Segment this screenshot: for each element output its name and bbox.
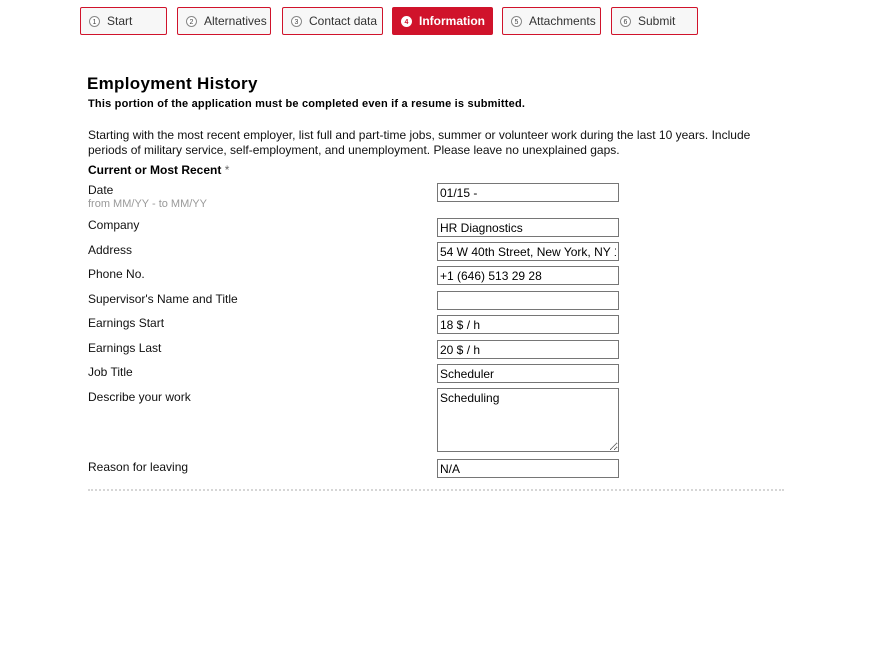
describe-work-textarea[interactable] <box>437 388 619 452</box>
describe-work-label: Describe your work <box>88 390 191 404</box>
step-label: Information <box>419 14 485 28</box>
step-number: 3 <box>291 16 302 27</box>
step-label: Attachments <box>529 14 596 28</box>
date-label: Date <box>88 183 114 197</box>
job-title-input[interactable] <box>437 364 619 383</box>
phone-input[interactable] <box>437 266 619 285</box>
step-label: Submit <box>638 14 676 28</box>
step-attachments[interactable] <box>502 7 601 35</box>
supervisor-label: Supervisor's Name and Title <box>88 292 238 306</box>
step-number: 2 <box>186 16 197 27</box>
address-label: Address <box>88 243 133 257</box>
step-number: 5 <box>511 16 522 27</box>
job-title-label: Job Title <box>88 365 133 379</box>
step-label: Alternatives <box>204 14 267 28</box>
step-submit[interactable] <box>611 7 698 35</box>
phone-label: Phone No. <box>88 267 145 281</box>
date-input[interactable] <box>437 183 619 202</box>
earnings-start-label: Earnings Start <box>88 316 165 330</box>
address-input[interactable] <box>437 242 619 261</box>
company-label: Company <box>88 218 140 232</box>
sub-heading-text: Current or Most Recent <box>88 163 222 177</box>
section-intro: Starting with the most recent employer, list full and part-time jobs, summer or volunteer work during the last 10 years. Include periods of military service, self-employment, and unemployment. Please leave no unexplained gaps. <box>88 128 751 157</box>
supervisor-input[interactable] <box>437 291 619 310</box>
section-subtitle: This portion of the application must be completed even if a resume is submitted. <box>88 98 526 110</box>
step-number: 6 <box>620 16 631 27</box>
step-label: Contact data <box>309 14 378 28</box>
step-information[interactable] <box>392 7 493 35</box>
step-alternatives[interactable] <box>177 7 271 35</box>
reason-leaving-input[interactable] <box>437 459 619 478</box>
step-label: Start <box>107 14 133 28</box>
step-number: 4 <box>401 16 412 27</box>
reason-leaving-label: Reason for leaving <box>88 460 189 474</box>
sub-heading <box>88 163 229 177</box>
step-start[interactable] <box>80 7 167 35</box>
page-title: Employment History <box>87 74 258 93</box>
step-number: 1 <box>89 16 100 27</box>
company-input[interactable] <box>437 218 619 237</box>
required-marker: * <box>224 163 230 177</box>
earnings-start-input[interactable] <box>437 315 619 334</box>
earnings-last-input[interactable] <box>437 340 619 359</box>
section-divider <box>88 489 784 491</box>
step-contact-data[interactable] <box>282 7 383 35</box>
earnings-last-label: Earnings Last <box>88 341 162 355</box>
date-hint: from MM/YY - to MM/YY <box>88 198 207 210</box>
